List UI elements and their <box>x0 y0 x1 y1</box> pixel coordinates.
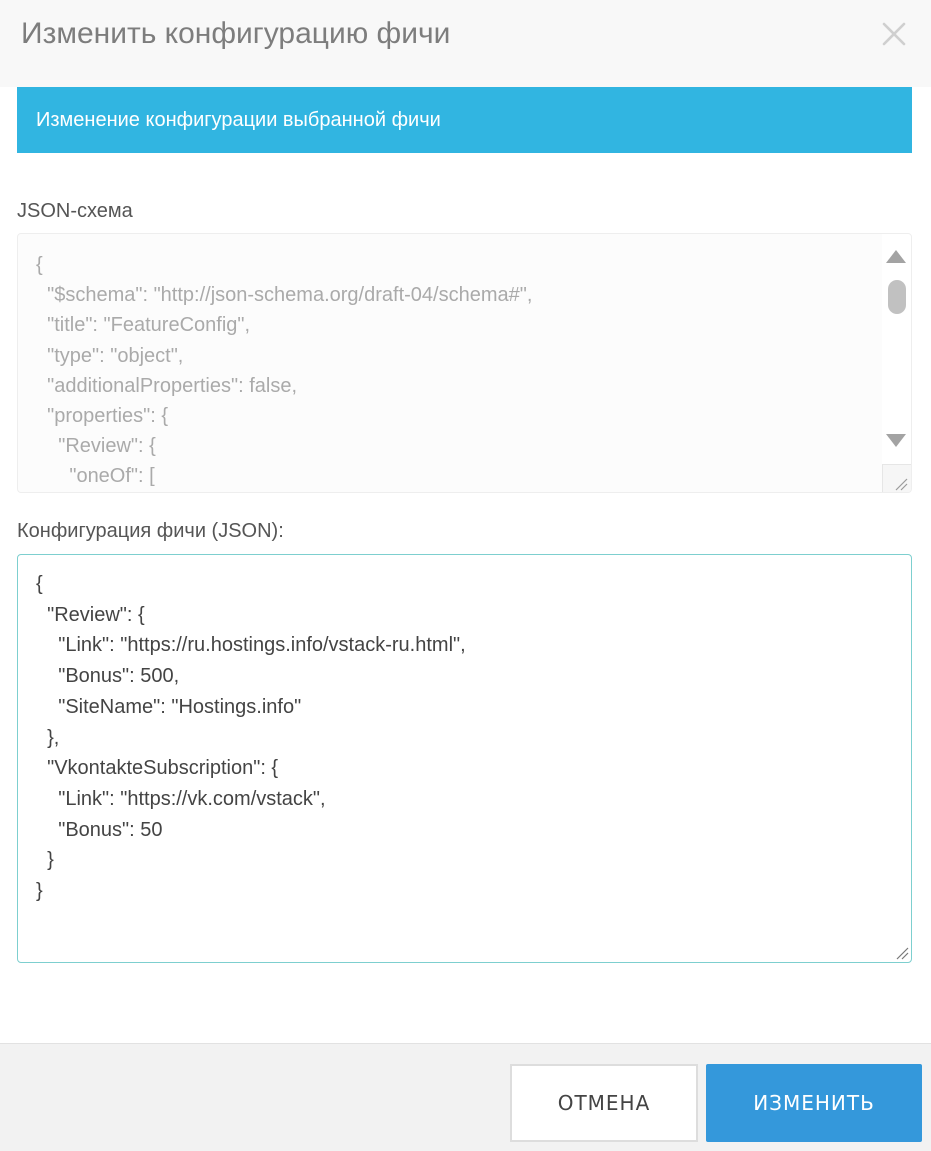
config-textarea[interactable] <box>17 554 912 963</box>
resize-grip-icon[interactable] <box>895 946 909 960</box>
config-label: Конфигурация фичи (JSON): <box>17 520 284 542</box>
scrollbar-thumb[interactable] <box>888 280 906 314</box>
submit-button[interactable]: ИЗМЕНИТЬ <box>706 1064 922 1142</box>
schema-scrollbar[interactable] <box>882 234 912 464</box>
info-banner <box>17 87 912 153</box>
schema-textarea-content: { "$schema": "http://json-schema.org/draft-04/schema#", "title": "FeatureConfig", "type": "object", "additionalProperties": false, "properties": { "Review": { "oneOf": [ <box>36 254 533 488</box>
modal-header <box>0 0 931 87</box>
arrow-up-icon[interactable] <box>886 250 906 263</box>
cancel-button[interactable]: ОТМЕНА <box>510 1064 698 1142</box>
close-icon <box>876 16 912 52</box>
schema-textarea[interactable] <box>17 233 912 493</box>
resize-grip-icon[interactable] <box>894 477 908 491</box>
modal-footer <box>0 1043 931 1151</box>
schema-label: JSON-схема <box>17 200 133 222</box>
info-banner-text: Изменение конфигурации выбранной фичи <box>36 109 441 131</box>
close-button[interactable] <box>876 16 912 52</box>
arrow-down-icon[interactable] <box>886 434 906 447</box>
config-textarea-content: { "Review": { "Link": "https://ru.hostings.info/vstack-ru.html", "Bonus": 500, "SiteName": "Hostings.info" }, "VkontakteSubscription": { "Link": "https://vk.com/vstack", "Bonus": 50 } } <box>36 573 466 903</box>
modal-title: Изменить конфигурацию фичи <box>21 17 451 50</box>
